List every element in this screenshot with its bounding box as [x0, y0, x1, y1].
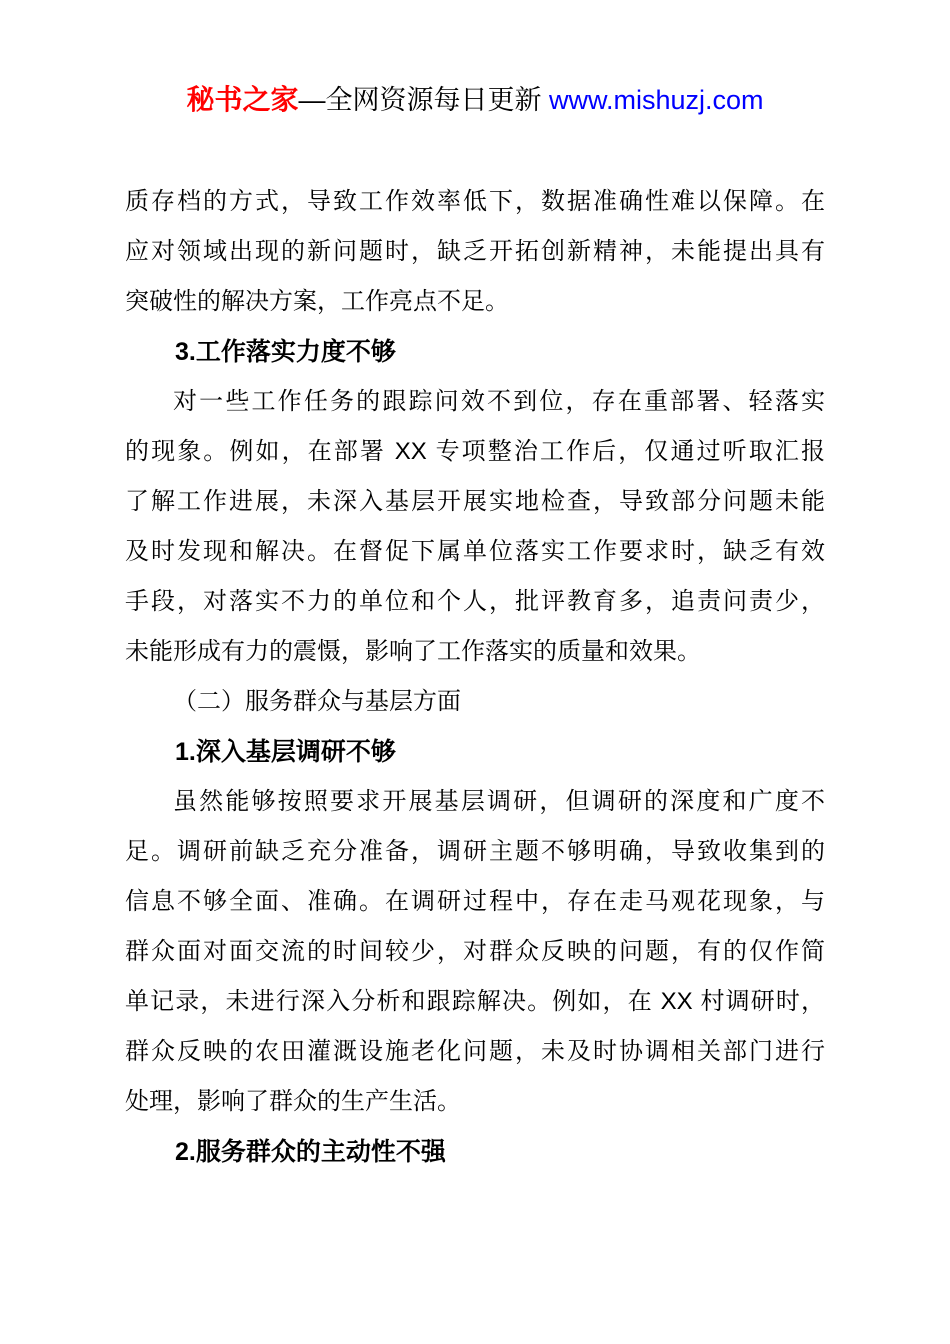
doc-line: 处理，影响了群众的生产生活。 — [125, 1088, 461, 1115]
doc-line: 手段，对落实不力的单位和个人，批评教育多，追责问责少， — [125, 588, 825, 615]
doc-line: 信息不够全面、准确。在调研过程中，存在走马观花现象，与 — [125, 888, 825, 915]
doc-line: 未能形成有力的震慑，影响了工作落实的质量和效果。 — [125, 638, 701, 665]
doc-line: 足。调研前缺乏充分准备，调研主题不够明确，导致收集到的 — [125, 838, 825, 865]
doc-line: 对一些工作任务的跟踪问效不到位，存在重部署、轻落实 — [173, 388, 825, 415]
doc-line: 应对领域出现的新问题时，缺乏开拓创新精神，未能提出具有 — [125, 238, 825, 265]
doc-line: 单记录，未进行深入分析和跟踪解决。例如，在 XX 村调研时， — [125, 988, 825, 1015]
doc-line: 突破性的解决方案，工作亮点不足。 — [125, 288, 509, 315]
page-header — [0, 83, 950, 117]
doc-line: 群众反映的农田灌溉设施老化问题，未及时协调相关部门进行 — [125, 1038, 825, 1065]
numbered-heading: 3.工作落实力度不够 — [175, 338, 396, 366]
header-separator: — — [298, 85, 326, 115]
numbered-heading: 2.服务群众的主动性不强 — [175, 1138, 446, 1166]
doc-line: 群众面对面交流的时间较少，对群众反映的问题，有的仅作简 — [125, 938, 825, 965]
site-url[interactable]: www.mishuzj.com — [548, 85, 764, 115]
numbered-heading: 1.深入基层调研不够 — [175, 738, 396, 766]
header-space — [541, 85, 549, 115]
doc-line: 了解工作进展，未深入基层开展实地检查，导致部分问题未能 — [125, 488, 825, 515]
site-tagline: 全网资源每日更新 — [325, 85, 542, 115]
section-heading: （二）服务群众与基层方面 — [173, 688, 461, 715]
doc-line: 及时发现和解决。在督促下属单位落实工作要求时，缺乏有效 — [125, 538, 825, 565]
site-brand: 秘书之家 — [186, 84, 299, 115]
doc-line: 质存档的方式，导致工作效率低下，数据准确性难以保障。在 — [125, 188, 825, 215]
document-body — [125, 177, 825, 1177]
doc-line: 的现象。例如，在部署 XX 专项整治工作后，仅通过听取汇报 — [125, 438, 825, 465]
doc-line: 虽然能够按照要求开展基层调研，但调研的深度和广度不 — [173, 788, 825, 815]
